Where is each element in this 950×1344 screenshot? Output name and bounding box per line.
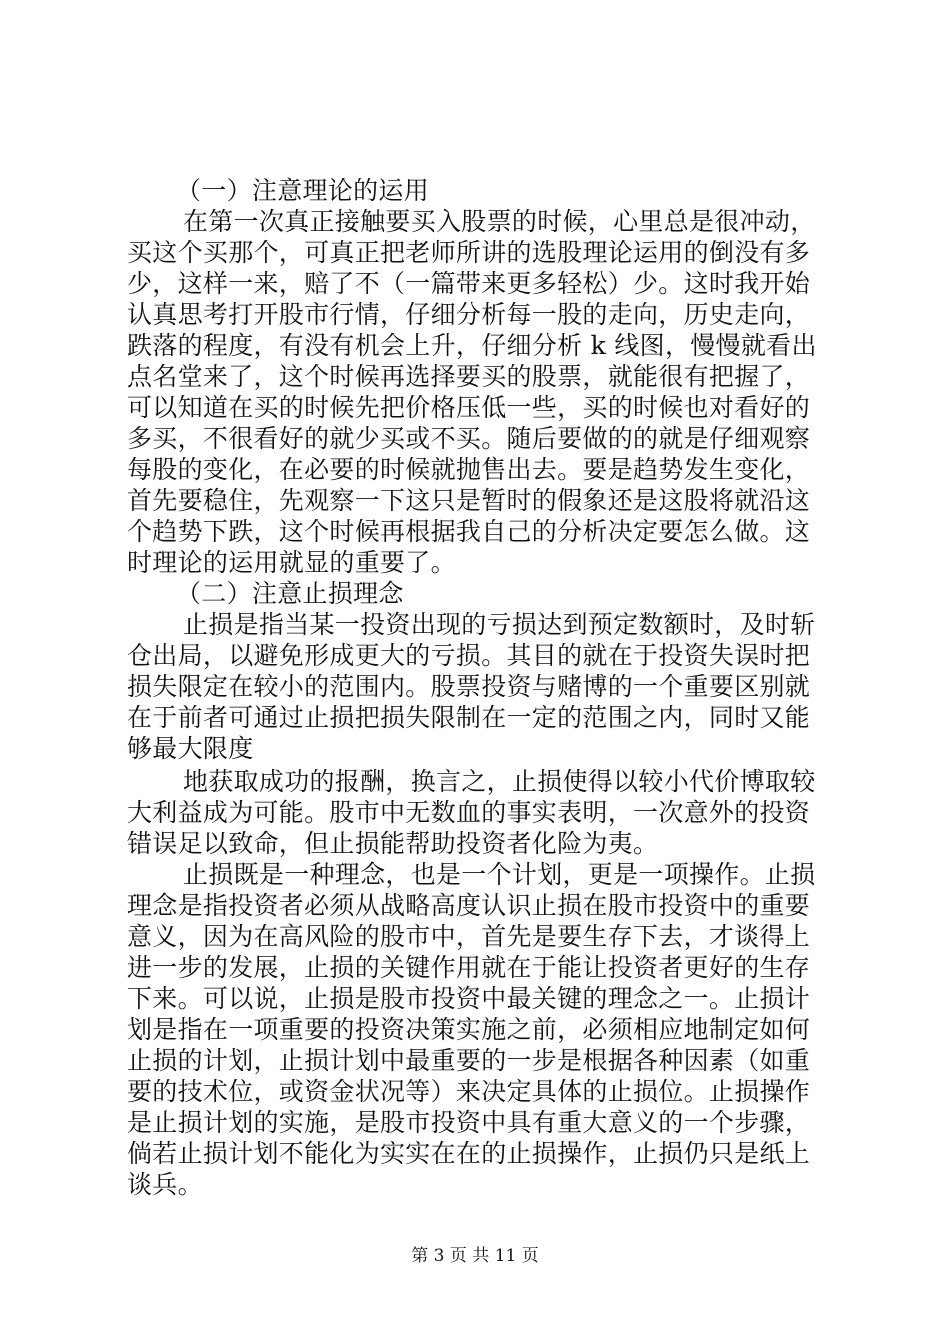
paragraph-line: 时理论的运用就显的重要了。 (127, 548, 456, 577)
paragraph-line: 可以知道在买的时候先把价格压低一些，买的时候也对看好的 (127, 393, 811, 422)
paragraph-line: 止损是指当某一投资出现的亏损达到预定数额时，及时斩 (183, 610, 816, 639)
paragraph-line: 跌落的程度，有没有机会上升，仔细分析 k 线图，慢慢就看出 (127, 331, 817, 360)
paragraph-line: 仓出局，以避免形成更大的亏损。其目的就在于投资失误时把 (127, 641, 811, 670)
paragraph-line: 划是指在一项重要的投资决策实施之前，必须相应地制定如何 (127, 1015, 811, 1044)
paragraph-line: 少，这样一来，赔了不（一篇带来更多轻松）少。这时我开始 (127, 269, 811, 298)
paragraph-line: 止损既是一种理念，也是一个计划，更是一项操作。止损 (183, 860, 816, 889)
paragraph-line: 谈兵。 (127, 1170, 203, 1199)
paragraph-line: 地获取成功的报酬，换言之，止损使得以较小代价博取较 (183, 767, 816, 796)
paragraph-line: 够最大限度 (127, 734, 254, 763)
paragraph-line: 多买，不很看好的就少买或不买。随后要做的的就是仔细观察 (127, 424, 811, 453)
paragraph-line: 认真思考打开股市行情，仔细分析每一股的走向，历史走向， (127, 300, 811, 329)
paragraph-line: 是止损计划的实施，是股市投资中具有重大意义的一个步骤， (127, 1108, 811, 1137)
paragraph-line: 买这个买那个，可真正把老师所讲的选股理论运用的倒没有多 (127, 238, 811, 267)
paragraph-line: 大利益成为可能。股市中无数血的事实表明，一次意外的投资 (127, 798, 811, 827)
paragraph-line: 在于前者可通过止损把损失限制在一定的范围之内，同时又能 (127, 703, 811, 732)
paragraph-line: 要的技术位，或资金状况等）来决定具体的止损位。止损操作 (127, 1077, 811, 1106)
paragraph-line: 倘若止损计划不能化为实实在在的止损操作，止损仍只是纸上 (127, 1139, 811, 1168)
paragraph-line: 个趋势下跌，这个时候再根据我自己的分析决定要怎么做。这 (127, 517, 811, 546)
paragraph-line: 点名堂来了，这个时候再选择要买的股票，就能很有把握了， (127, 362, 811, 391)
paragraph-line: 理念是指投资者必须从战略高度认识止损在股市投资中的重要 (127, 891, 811, 920)
paragraph-line: 止损的计划，止损计划中最重要的一步是根据各种因素（如重 (127, 1046, 811, 1075)
paragraph-line: 首先要稳住，先观察一下这只是暂时的假象还是这股将就沿这 (127, 486, 811, 515)
paragraph-line: 下来。可以说，止损是股市投资中最关键的理念之一。止损计 (127, 984, 811, 1013)
paragraph-line: 错误足以致命，但止损能帮助投资者化险为夷。 (127, 829, 659, 858)
paragraph-line: 每股的变化，在必要的时候就抛售出去。要是趋势发生变化， (127, 455, 811, 484)
paragraph-line: 在第一次真正接触要买入股票的时候，心里总是很冲动， (183, 207, 816, 236)
section-heading-1: （一）注意理论的运用 (176, 176, 430, 205)
paragraph-line: 意义，因为在高风险的股市中，首先是要生存下去，才谈得上 (127, 922, 811, 951)
section-heading-2: （二）注意止损理念 (176, 579, 404, 608)
page-number-footer: 第 3 页 共 11 页 (411, 1246, 539, 1266)
paragraph-line: 进一步的发展，止损的关键作用就在于能让投资者更好的生存 (127, 953, 811, 982)
paragraph-line: 损失限定在较小的范围内。股票投资与赌博的一个重要区别就 (127, 672, 811, 701)
